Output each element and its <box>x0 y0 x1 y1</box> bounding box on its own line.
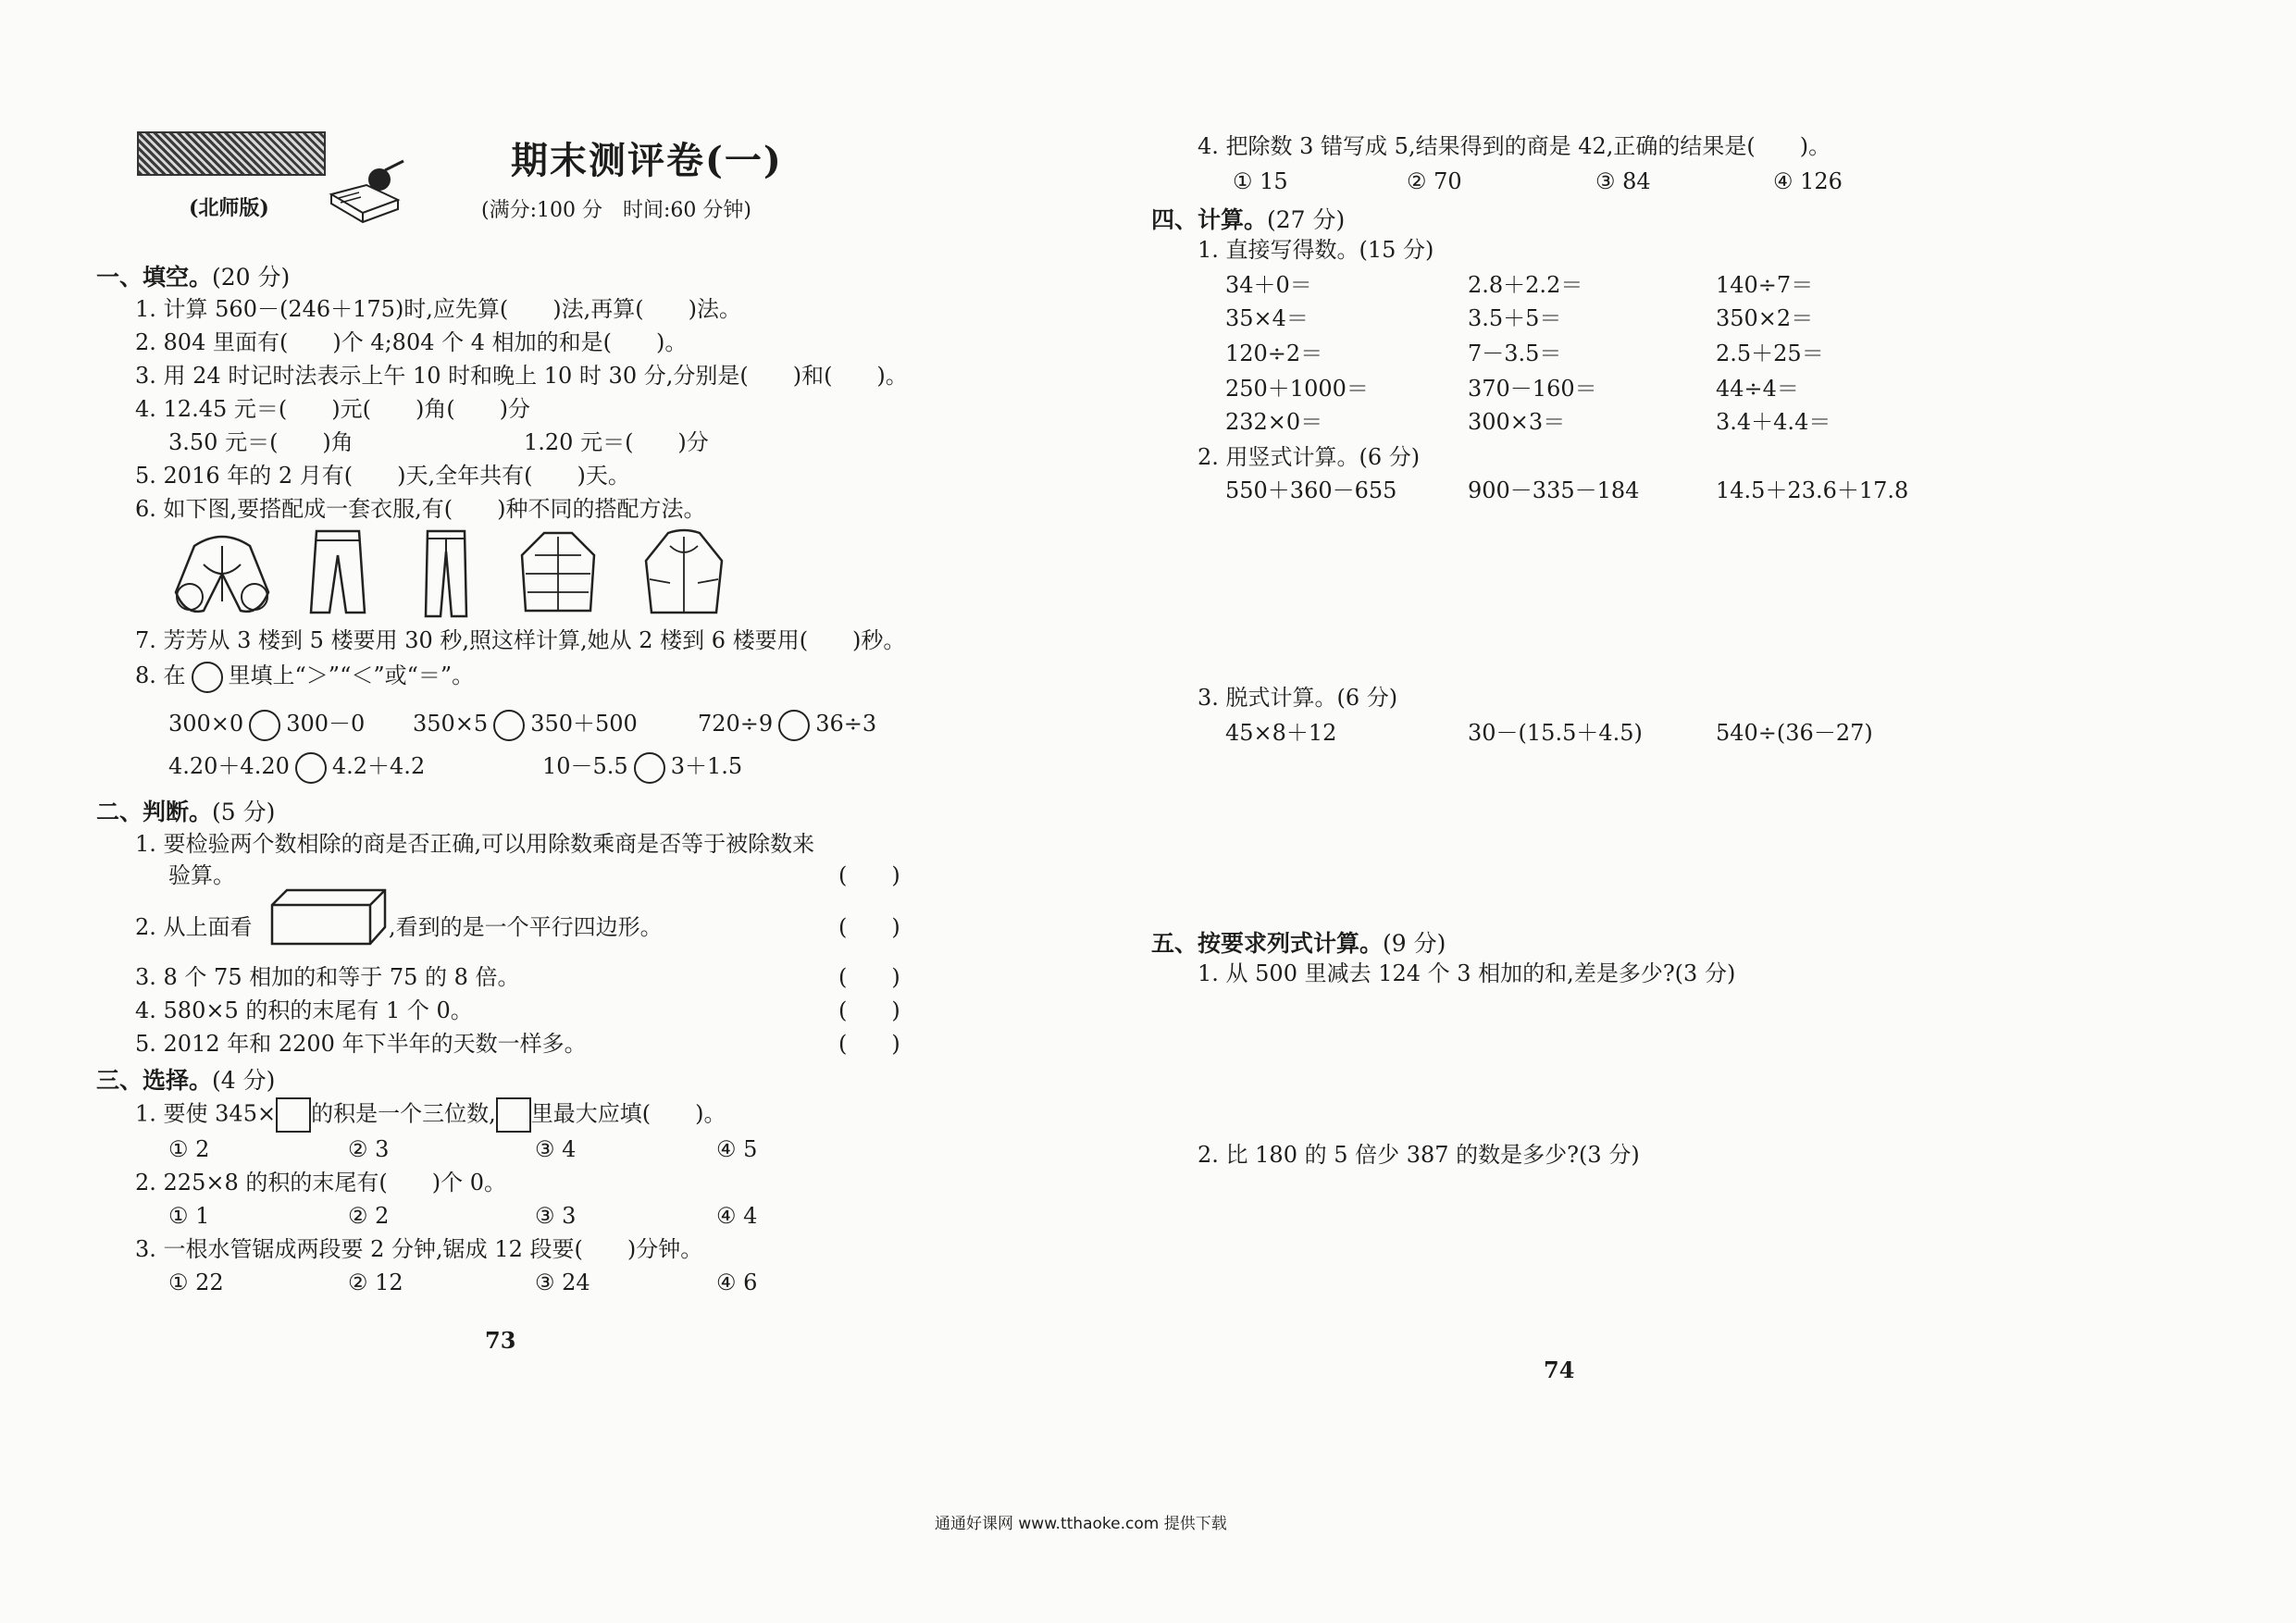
answer-circle[interactable] <box>493 710 525 741</box>
option[interactable]: ④ 5 <box>716 1136 758 1162</box>
question-1-6: 6. 如下图,要搭配成一套衣服,有( )种不同的搭配方法。 <box>135 496 706 522</box>
subsection-vertical: 2. 用竖式计算。(6 分) <box>1198 444 1421 470</box>
direct-problem: 120÷2＝ <box>1225 341 1323 366</box>
question-1-4: 4. 12.45 元＝( )元( )角( )分 <box>135 396 531 422</box>
question-1-3: 3. 用 24 时记时法表示上午 10 时和晚上 10 时 30 分,分别是( )和( )。 <box>135 363 908 389</box>
cuboid-figure <box>268 886 389 948</box>
question-1-8: 8. 在 里填上“＞”“＜”或“＝”。 <box>135 661 474 693</box>
option[interactable]: ④ 6 <box>716 1270 758 1295</box>
direct-problem: 7－3.5＝ <box>1468 341 1562 366</box>
direct-problem: 250＋1000＝ <box>1225 376 1369 402</box>
direct-problem: 3.4＋4.4＝ <box>1716 409 1831 435</box>
compare-item: 350×5 350＋500 <box>413 709 638 741</box>
option[interactable]: ② 2 <box>348 1203 390 1229</box>
student-reading-icon <box>326 157 411 229</box>
vertical-problem: 550＋360－655 <box>1225 477 1397 503</box>
section-heading-true-false: 二、判断。(5 分) <box>96 799 276 825</box>
option[interactable]: ② 70 <box>1407 168 1462 194</box>
option[interactable]: ① 2 <box>168 1136 210 1162</box>
question-2-1: 1. 要检验两个数相除的商是否正确,可以用除数乘商是否等于被除数来 <box>135 831 815 857</box>
compare-item: 4.20＋4.20 4.2＋4.2 <box>168 751 425 784</box>
option[interactable]: ① 22 <box>168 1270 224 1295</box>
direct-problem: 370－160＝ <box>1468 376 1597 402</box>
question-3-3: 3. 一根水管锯成两段要 2 分钟,锯成 12 段要( )分钟。 <box>135 1236 703 1262</box>
option[interactable]: ④ 4 <box>716 1203 758 1229</box>
question-2-2-b: ,看到的是一个平行四边形。 <box>389 914 663 940</box>
question-3-2: 2. 225×8 的积的末尾有( )个 0。 <box>135 1170 506 1196</box>
padded-coat-icon <box>516 527 600 620</box>
compare-item: 10－5.5 3＋1.5 <box>542 751 742 784</box>
option[interactable]: ② 12 <box>348 1270 403 1295</box>
series-logo <box>137 131 326 176</box>
subsection-direct-answer: 1. 直接写得数。(15 分) <box>1198 237 1434 263</box>
compare-item: 300×0 300－0 <box>168 709 365 741</box>
question-1-7: 7. 芳芳从 3 楼到 5 楼要用 30 秒,照这样计算,她从 2 楼到 6 楼要用( )秒。 <box>135 627 906 653</box>
option[interactable]: ① 15 <box>1233 168 1288 194</box>
answer-circle[interactable] <box>249 710 280 741</box>
question-5-2: 2. 比 180 的 5 倍少 387 的数是多少?(3 分) <box>1198 1142 1640 1168</box>
question-1-4-b: 3.50 元＝( )角 <box>168 429 354 455</box>
option[interactable]: ③ 24 <box>535 1270 590 1295</box>
question-2-4: 4. 580×5 的积的末尾有 1 个 0。 <box>135 997 473 1023</box>
page-number: 74 <box>1544 1357 1575 1383</box>
blank-square[interactable] <box>496 1097 531 1133</box>
question-1-4-c: 1.20 元＝( )分 <box>524 429 709 455</box>
direct-problem: 35×4＝ <box>1225 305 1309 331</box>
direct-problem: 34＋0＝ <box>1225 272 1312 298</box>
section-heading-choice: 三、选择。(4 分) <box>96 1067 276 1094</box>
stepwise-problem: 45×8＋12 <box>1225 720 1337 746</box>
option[interactable]: ③ 3 <box>535 1203 577 1229</box>
question-3-4: 4. 把除数 3 错写成 5,结果得到的商是 42,正确的结果是( )。 <box>1198 133 1831 159</box>
direct-problem: 232×0＝ <box>1225 409 1323 435</box>
answer-paren[interactable]: ( ) <box>838 1031 900 1057</box>
option[interactable]: ③ 4 <box>535 1136 577 1162</box>
section-heading-word-problems: 五、按要求列式计算。(9 分) <box>1151 930 1446 957</box>
compare-item: 720÷9 36÷3 <box>698 709 876 741</box>
vertical-problem: 900－335－184 <box>1468 477 1640 503</box>
direct-problem: 2.8＋2.2＝ <box>1468 272 1583 298</box>
winter-coat-icon <box>642 527 726 620</box>
stepwise-problem: 30－(15.5＋4.5) <box>1468 720 1643 746</box>
vertical-problem: 14.5＋23.6＋17.8 <box>1716 477 1909 503</box>
question-2-2-a: 2. 从上面看 <box>135 914 253 940</box>
stepwise-problem: 540÷(36－27) <box>1716 720 1873 746</box>
compare-circle-icon <box>192 662 223 693</box>
question-5-1: 1. 从 500 里减去 124 个 3 相加的和,差是多少?(3 分) <box>1198 960 1736 986</box>
question-2-5: 5. 2012 年和 2200 年下半年的天数一样多。 <box>135 1031 587 1057</box>
direct-problem: 2.5＋25＝ <box>1716 341 1824 366</box>
direct-problem: 350×2＝ <box>1716 305 1814 331</box>
question-1-1: 1. 计算 560－(246＋175)时,应先算( )法,再算( )法。 <box>135 296 742 322</box>
option[interactable]: ② 3 <box>348 1136 390 1162</box>
footer-credit: 通通好课网 www.tthaoke.com 提供下载 <box>935 1515 1227 1533</box>
page-right <box>1148 0 2296 1623</box>
question-1-5: 5. 2016 年的 2 月有( )天,全年共有( )天。 <box>135 463 630 489</box>
direct-problem: 3.5＋5＝ <box>1468 305 1562 331</box>
subsection-stepwise: 3. 脱式计算。(6 分) <box>1198 685 1398 711</box>
answer-circle[interactable] <box>634 752 665 784</box>
option[interactable]: ④ 126 <box>1773 168 1843 194</box>
direct-problem: 44÷4＝ <box>1716 376 1799 402</box>
section-heading-fill-blank: 一、填空。(20 分) <box>96 264 291 291</box>
page-title: 期末测评卷(一) <box>511 139 783 182</box>
answer-circle[interactable] <box>295 752 327 784</box>
edition-label: (北师版) <box>189 196 269 220</box>
jacket-icon <box>167 527 278 620</box>
blank-square[interactable] <box>276 1097 311 1133</box>
answer-circle[interactable] <box>778 710 810 741</box>
direct-problem: 140÷7＝ <box>1716 272 1814 298</box>
jeans-icon <box>418 527 474 620</box>
question-3-1: 1. 要使 345× 的积是一个三位数, 里最大应填( )。 <box>135 1097 726 1133</box>
section-heading-calculation: 四、计算。(27 分) <box>1151 206 1346 233</box>
option[interactable]: ③ 84 <box>1595 168 1651 194</box>
answer-paren[interactable]: ( ) <box>838 914 900 940</box>
answer-paren[interactable]: ( ) <box>838 964 900 990</box>
question-2-1-cont: 验算。 <box>168 862 235 888</box>
question-2-3: 3. 8 个 75 相加的和等于 75 的 8 倍。 <box>135 964 520 990</box>
option[interactable]: ① 1 <box>168 1203 210 1229</box>
page-number: 73 <box>485 1327 516 1354</box>
exam-meta: (满分:100 分 时间:60 分钟) <box>481 199 751 222</box>
question-1-2: 2. 804 里面有( )个 4;804 个 4 相加的和是( )。 <box>135 329 688 355</box>
trousers-icon <box>305 527 370 620</box>
answer-paren[interactable]: ( ) <box>838 997 900 1023</box>
direct-problem: 300×3＝ <box>1468 409 1566 435</box>
answer-paren[interactable]: ( ) <box>838 862 900 888</box>
